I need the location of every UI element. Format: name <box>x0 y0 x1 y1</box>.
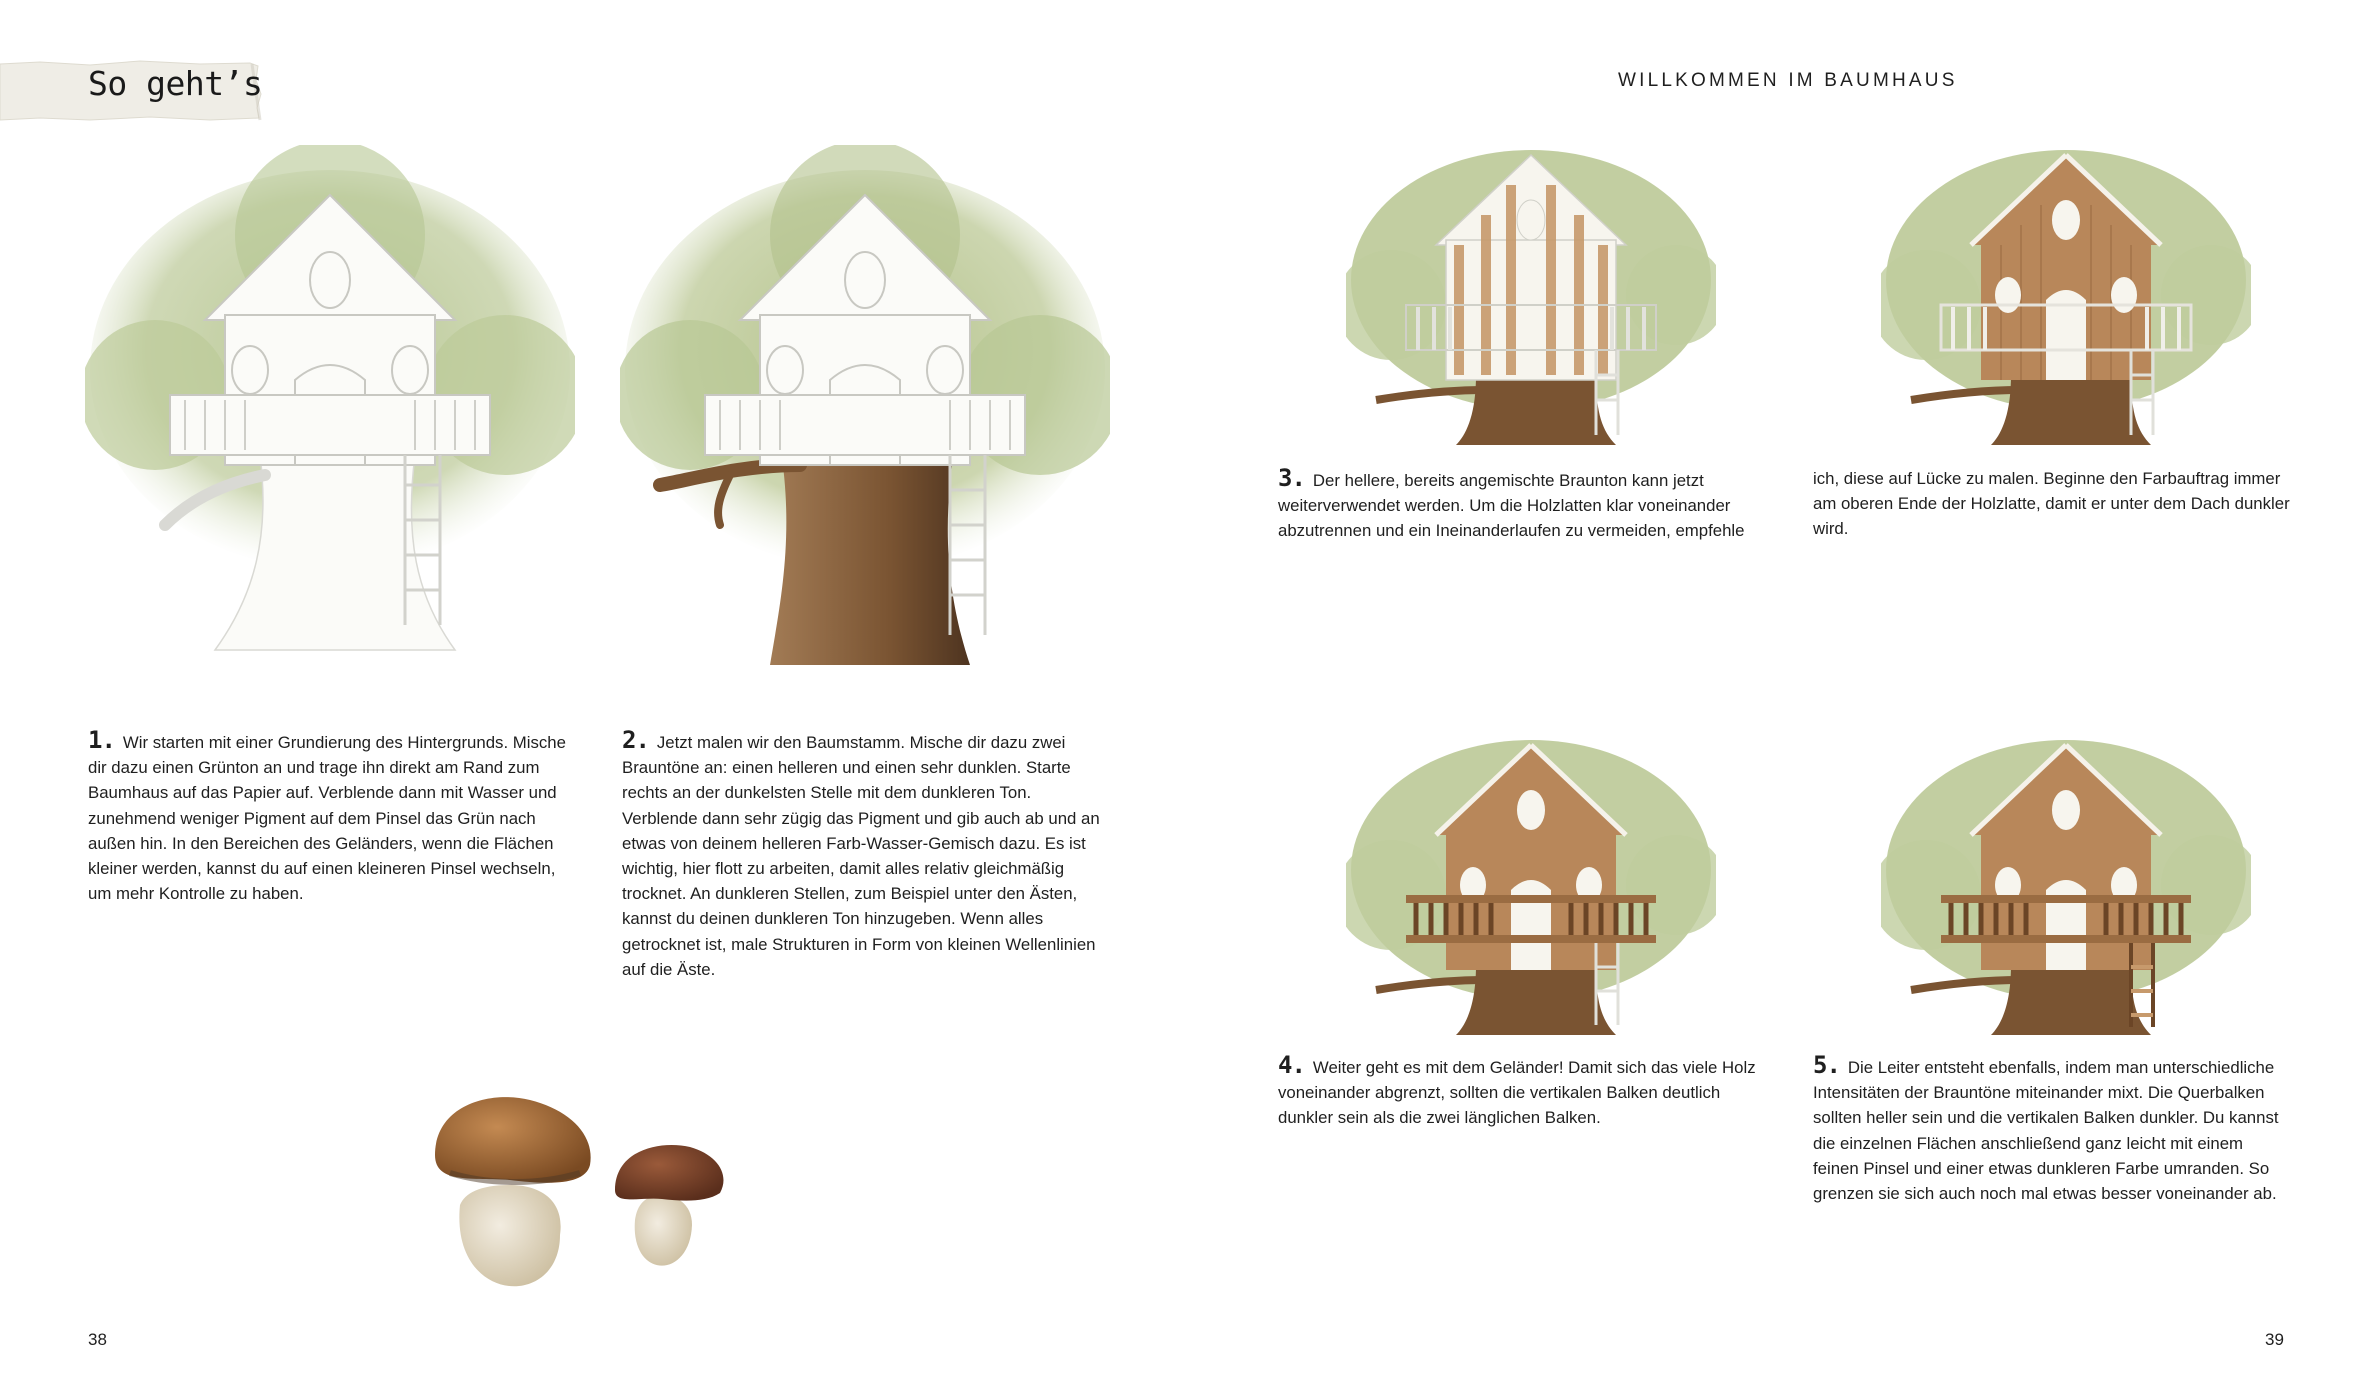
treehouse-step-3-illustration <box>1346 145 1716 445</box>
step-4-text <box>1278 1053 1758 1131</box>
treehouse-step-2-illustration <box>620 145 1110 685</box>
step-2-body: Jetzt malen wir den Baumstamm. Mische dir dazu zwei Brauntöne an: einen helleren und einen sehr dunklen. Starte rechts an der dunkelsten Stelle mit dem dunkleren Ton. Verblende dann sehr zügig das Pigment und gib auch ab und an etwas von deinem helleren Farb-Wasser-Gemisch dazu. Es ist wichtig, hier flott zu arbeiten, damit alles relativ gleichmäßig trocknet. An dunkleren Stellen, zum Beispiel unter den Ästen, kannst du deinen dunkleren Ton hinzugeben. Wenn alles getrocknet ist, male Strukturen in Form von kleinen Wellenlinien auf die Äste. <box>622 733 1100 979</box>
step-5-number: 5. <box>1813 1051 1840 1079</box>
step-1-text <box>88 728 566 906</box>
treehouse-step-1-illustration <box>85 145 575 665</box>
step-2-number: 2. <box>622 726 649 754</box>
mushrooms-illustration <box>430 1085 740 1310</box>
treehouse-step-5-illustration <box>1881 735 2251 1035</box>
step-3-body: Der hellere, bereits angemischte Braunton kann jetzt weiterverwendet werden. Um die Holzlatten klar voneinander abzutrennen und ein Ineinanderlaufen zu vermeiden, empfehle <box>1278 471 1745 541</box>
step-3-text <box>1278 466 1758 544</box>
step-3-number: 3. <box>1278 464 1305 492</box>
section-label: So geht’s <box>88 64 263 103</box>
treehouse-step-4-illustration <box>1346 735 1716 1035</box>
step-4-number: 4. <box>1278 1051 1305 1079</box>
page-number-left: 38 <box>88 1330 107 1349</box>
page-number-right: 39 <box>2265 1330 2284 1349</box>
step-5-text <box>1813 1053 2293 1206</box>
step-2-text <box>622 728 1100 982</box>
right-page <box>1181 0 2362 1388</box>
step-1-number: 1. <box>88 726 115 754</box>
step-1-body: Wir starten mit einer Grundierung des Hintergrunds. Mische dir dazu einen Grünton an und trage ihn direkt am Rand zum Baumhaus auf das Papier auf. Verblende dann mit Wasser und zunehmend weniger Pigment auf dem Pinsel das Grün nach außen hin. In den Bereichen des Geländers, wenn die Flächen kleiner werden, kannst du auf einen kleineren Pinsel wechseln, um mehr Kontrolle zu haben. <box>88 733 566 904</box>
step-4-body: Weiter geht es mit dem Geländer! Damit sich das viele Holz voneinander abgrenzt, sollten die vertikalen Balken deutlich dunkler sein als die zwei länglichen Balken. <box>1278 1058 1756 1128</box>
treehouse-step-3b-illustration <box>1881 145 2251 445</box>
step-3-continued-text <box>1813 466 2293 542</box>
step-3-continued-body: ich, diese auf Lücke zu malen. Beginne den Farbauftrag immer am oberen Ende der Holzlatte, damit er unter dem Dach dunkler wird. <box>1813 469 2290 539</box>
running-header: WILLKOMMEN IM BAUMHAUS <box>1618 70 1958 91</box>
step-5-body: Die Leiter entsteht ebenfalls, indem man unterschiedliche Intensitäten der Brauntöne miteinander mixt. Die Querbalken sollten heller sein und die vertikalen Balken dunkler. Du kannst die einzelnen Flächen anschließend ganz leicht mit einem feinen Pinsel und einer etwas dunkleren Farbe umranden. So grenzen sie sich auch noch mal etwas besser voneinander ab. <box>1813 1058 2279 1204</box>
